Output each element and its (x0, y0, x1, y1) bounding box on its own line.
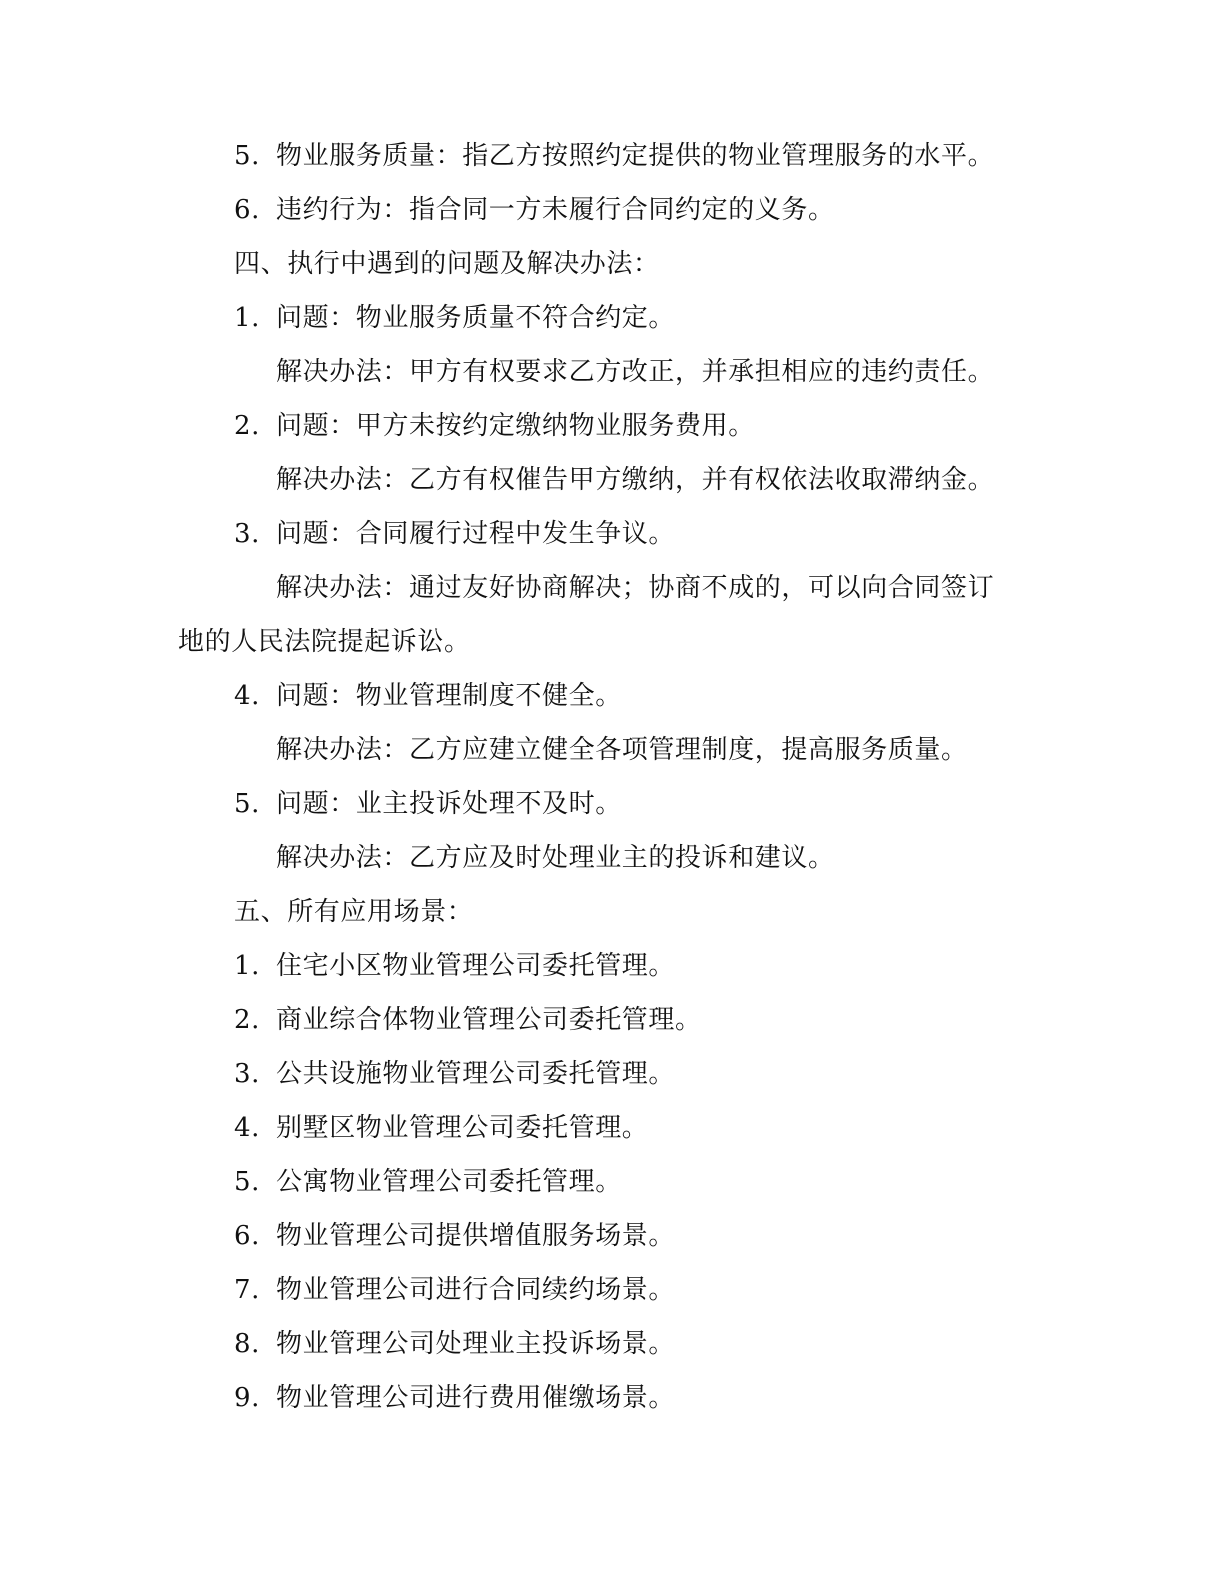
item-number: 5. (234, 1167, 261, 1197)
definition-item-6 (234, 193, 835, 227)
solution-text-continued: 地的人民法院提起诉讼。 (178, 627, 471, 657)
item-text: 物业管理公司进行费用催缴场景。 (276, 1383, 676, 1413)
item-number: 1. (234, 951, 261, 981)
item-number: 9. (234, 1383, 261, 1413)
scenario-item-4 (234, 1111, 648, 1145)
problem-text: 问题：合同履行过程中发生争议。 (276, 519, 676, 549)
scenario-item-1 (234, 949, 675, 983)
item-text: 物业管理公司提供增值服务场景。 (276, 1221, 676, 1251)
item-text: 公共设施物业管理公司委托管理。 (276, 1059, 676, 1089)
scenario-item-6 (234, 1219, 675, 1253)
problem-item-1 (234, 301, 675, 335)
item-text: 物业管理公司进行合同续约场景。 (276, 1275, 676, 1305)
item-number: 4. (234, 681, 261, 711)
problem-text: 问题：业主投诉处理不及时。 (276, 789, 622, 819)
solution-text: 解决办法：乙方应及时处理业主的投诉和建议。 (276, 843, 835, 873)
item-number: 6. (234, 195, 261, 225)
item-text: 公寓物业管理公司委托管理。 (276, 1167, 622, 1197)
item-number: 3. (234, 519, 261, 549)
scenario-item-5 (234, 1165, 622, 1199)
item-number: 5. (234, 789, 261, 819)
scenario-item-2 (234, 1003, 702, 1037)
item-text: 商业综合体物业管理公司委托管理。 (276, 1005, 702, 1035)
problem-item-3 (234, 517, 675, 551)
problem-text: 问题：物业管理制度不健全。 (276, 681, 622, 711)
solution-text: 解决办法：甲方有权要求乙方改正，并承担相应的违约责任。 (276, 357, 995, 387)
problem-text: 问题：甲方未按约定缴纳物业服务费用。 (276, 411, 755, 441)
problem-item-4 (234, 679, 622, 713)
item-text: 住宅小区物业管理公司委托管理。 (276, 951, 676, 981)
item-text: 物业管理公司处理业主投诉场景。 (276, 1329, 676, 1359)
solution-text: 解决办法：通过友好协商解决；协商不成的，可以向合同签订 (276, 573, 995, 603)
scenario-item-3 (234, 1057, 675, 1091)
item-number: 7. (234, 1275, 261, 1305)
definition-item-5 (234, 139, 994, 173)
solution-text: 解决办法：乙方有权催告甲方缴纳，并有权依法收取滞纳金。 (276, 465, 995, 495)
scenario-item-9 (234, 1381, 675, 1415)
item-number: 1. (234, 303, 261, 333)
problem-item-2 (234, 409, 755, 443)
item-number: 2. (234, 411, 261, 441)
item-text: 别墅区物业管理公司委托管理。 (276, 1113, 649, 1143)
item-number: 6. (234, 1221, 261, 1251)
scenario-item-7 (234, 1273, 675, 1307)
problem-item-5 (234, 787, 622, 821)
item-text: 违约行为：指合同一方未履行合同约定的义务。 (276, 195, 835, 225)
section-4-heading: 四、执行中遇到的问题及解决办法： (234, 249, 660, 279)
scenario-item-8 (234, 1327, 675, 1361)
problem-text: 问题：物业服务质量不符合约定。 (276, 303, 676, 333)
item-number: 4. (234, 1113, 261, 1143)
item-text: 物业服务质量：指乙方按照约定提供的物业管理服务的水平。 (276, 141, 995, 171)
item-number: 5. (234, 141, 261, 171)
item-number: 8. (234, 1329, 261, 1359)
solution-text: 解决办法：乙方应建立健全各项管理制度，提高服务质量。 (276, 735, 968, 765)
item-number: 3. (234, 1059, 261, 1089)
section-5-heading: 五、所有应用场景： (234, 897, 474, 927)
item-number: 2. (234, 1005, 261, 1035)
